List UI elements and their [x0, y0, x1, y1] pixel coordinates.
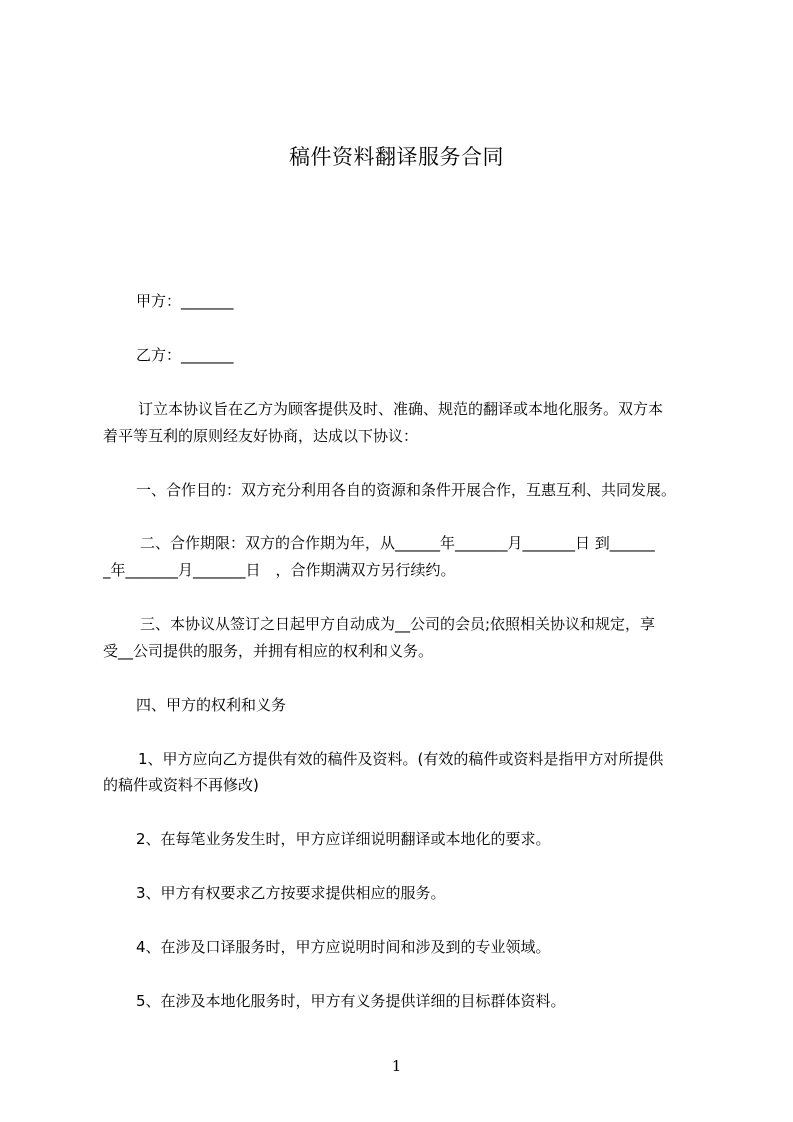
party-b-line: 乙方：_______	[136, 346, 234, 364]
document-title: 稿件资料翻译服务合同	[289, 145, 504, 169]
item-2: 2、在每笔业务发生时，甲方应详细说明翻译或本地化的要求。	[136, 830, 551, 848]
item-3: 3、甲方有权要求乙方按要求提供相应的服务。	[136, 884, 446, 902]
clause-3-line-1: 三、本协议从签订之日起甲方自动成为__公司的会员;依照相关协议和规定，享	[140, 615, 656, 633]
clause-2-line-1: 二、合作期限：双方的合作期为年，从______年_______月_______日 到______	[140, 534, 655, 552]
clause-4-heading: 四、甲方的权利和义务	[136, 696, 287, 714]
clause-3-line-2: 受__公司提供的服务，并拥有相应的权利和义务。	[103, 642, 434, 660]
item-4: 4、在涉及口译服务时，甲方应说明时间和涉及到的专业领域。	[136, 938, 551, 956]
item-1-line-1: 1、甲方应向乙方提供有效的稿件及资料。(有效的稿件或资料是指甲方对所提供	[138, 750, 664, 768]
clause-2-line-2: _年_______月_______日 ，合作期满双方另行续约。	[103, 561, 456, 579]
item-5: 5、在涉及本地化服务时，甲方有义务提供详细的目标群体资料。	[136, 992, 566, 1010]
clause-1: 一、合作目的：双方充分利用各自的资源和条件开展合作，互惠互利、共同发展。	[136, 481, 677, 499]
party-a-line: 甲方：_______	[136, 292, 234, 310]
intro-line-2: 着平等互利的原则经友好协商，达成以下协议：	[103, 427, 419, 445]
intro-line-1: 订立本协议旨在乙方为顾客提供及时、准确、规范的翻译或本地化服务。双方本	[138, 400, 664, 418]
page-number: 1	[391, 1057, 402, 1075]
item-1-line-2: 的稿件或资料不再修改)	[103, 776, 259, 794]
